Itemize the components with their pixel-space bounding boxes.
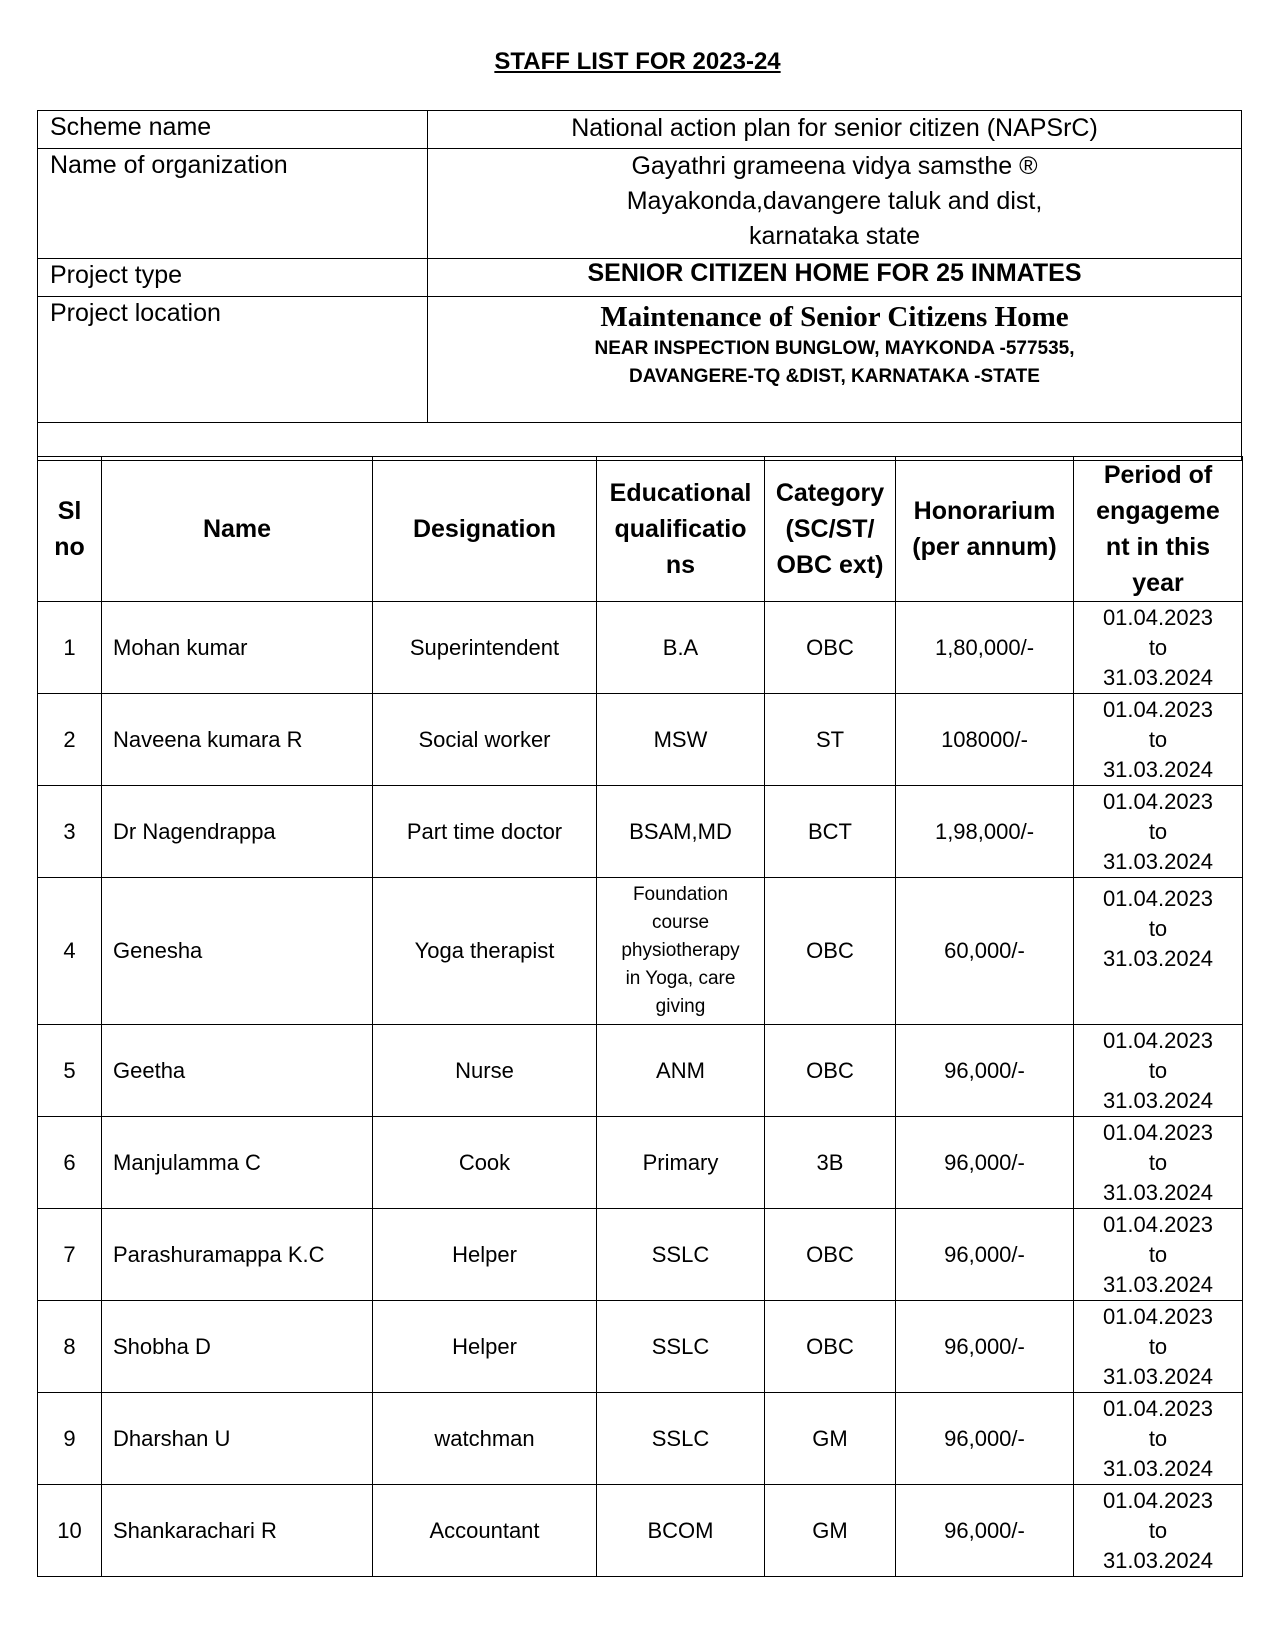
cell-designation: Social worker xyxy=(373,694,597,786)
cell-slno: 5 xyxy=(38,1025,102,1117)
cell-period xyxy=(1074,1393,1243,1485)
period-end: 31.03.2024 xyxy=(1102,848,1214,874)
period-to: to xyxy=(1148,634,1168,660)
table-row xyxy=(38,878,1243,1025)
cell-name: Geetha xyxy=(102,1025,373,1117)
cell-qualification xyxy=(597,878,765,1025)
project-location-label: Project location xyxy=(38,297,428,423)
project-type-row xyxy=(38,259,1242,297)
header-line: (SC/ST/ xyxy=(785,515,875,543)
period-end: 31.03.2024 xyxy=(1102,1547,1214,1573)
header-designation: Designation xyxy=(373,457,597,602)
cell-period xyxy=(1074,602,1243,694)
period-start: 01.04.2023 xyxy=(1102,788,1214,814)
cell-designation: Helper xyxy=(373,1209,597,1301)
cell-designation: Accountant xyxy=(373,1485,597,1577)
document-title-text: STAFF LIST FOR 2023-24 xyxy=(494,48,781,75)
cell-honorarium: 96,000/- xyxy=(896,1301,1074,1393)
cell-period xyxy=(1074,1301,1243,1393)
qualification-line: in Yoga, care xyxy=(625,968,736,989)
cell-slno: 10 xyxy=(38,1485,102,1577)
table-row xyxy=(38,1025,1243,1117)
cell-honorarium: 108000/- xyxy=(896,694,1074,786)
cell-honorarium: 60,000/- xyxy=(896,878,1074,1025)
header-line: OBC ext) xyxy=(776,551,884,579)
cell-period xyxy=(1074,1485,1243,1577)
cell-qualification: SSLC xyxy=(597,1301,765,1393)
qualification-line: course xyxy=(651,912,710,933)
cell-honorarium: 1,80,000/- xyxy=(896,602,1074,694)
period-to: to xyxy=(1148,1425,1168,1451)
project-type-value: SENIOR CITIZEN HOME FOR 25 INMATES xyxy=(428,259,1242,297)
cell-qualification: MSW xyxy=(597,694,765,786)
cell-name: Manjulamma C xyxy=(102,1117,373,1209)
table-row xyxy=(38,1301,1243,1393)
cell-designation: Nurse xyxy=(373,1025,597,1117)
header-line: (per annum) xyxy=(912,533,1057,561)
period-start: 01.04.2023 xyxy=(1102,696,1214,722)
header-honorarium xyxy=(896,457,1074,602)
cell-honorarium: 96,000/- xyxy=(896,1117,1074,1209)
cell-category: 3B xyxy=(765,1117,896,1209)
table-row xyxy=(38,786,1243,878)
table-row xyxy=(38,694,1243,786)
location-heading: Maintenance of Senior Citizens Home xyxy=(600,301,1069,333)
period-end: 31.03.2024 xyxy=(1102,1087,1214,1113)
period-end: 31.03.2024 xyxy=(1102,1363,1214,1389)
cell-name: Mohan kumar xyxy=(102,602,373,694)
cell-period xyxy=(1074,878,1243,1025)
qualification-line: giving xyxy=(655,996,706,1017)
header-line: no xyxy=(54,533,85,561)
cell-category: GM xyxy=(765,1393,896,1485)
cell-honorarium: 96,000/- xyxy=(896,1485,1074,1577)
cell-designation: Part time doctor xyxy=(373,786,597,878)
cell-name: Genesha xyxy=(102,878,373,1025)
period-start: 01.04.2023 xyxy=(1102,1027,1214,1053)
cell-designation: Helper xyxy=(373,1301,597,1393)
period-to: to xyxy=(1148,1057,1168,1083)
period-end: 31.03.2024 xyxy=(1102,1455,1214,1481)
period-start: 01.04.2023 xyxy=(1102,1395,1214,1421)
scheme-label: Scheme name xyxy=(38,111,428,149)
period-end: 31.03.2024 xyxy=(1102,1271,1214,1297)
period-start: 01.04.2023 xyxy=(1102,1487,1214,1513)
table-row xyxy=(38,1209,1243,1301)
staff-table-body xyxy=(38,602,1243,1577)
period-to: to xyxy=(1148,916,1168,941)
period-end: 31.03.2024 xyxy=(1102,1179,1214,1205)
period-to: to xyxy=(1148,726,1168,752)
staff-table xyxy=(37,456,1243,1577)
cell-honorarium: 1,98,000/- xyxy=(896,786,1074,878)
header-line: qualificatio xyxy=(614,515,747,543)
header-line: engageme xyxy=(1096,497,1220,525)
cell-designation: watchman xyxy=(373,1393,597,1485)
cell-qualification: BSAM,MD xyxy=(597,786,765,878)
cell-period xyxy=(1074,1209,1243,1301)
cell-slno: 1 xyxy=(38,602,102,694)
cell-name: Naveena kumara R xyxy=(102,694,373,786)
cell-qualification: B.A xyxy=(597,602,765,694)
cell-slno: 9 xyxy=(38,1393,102,1485)
cell-designation: Yoga therapist xyxy=(373,878,597,1025)
qualification-line: Foundation xyxy=(632,884,729,905)
header-line: Period of xyxy=(1103,461,1213,489)
cell-category: OBC xyxy=(765,1301,896,1393)
cell-designation: Cook xyxy=(373,1117,597,1209)
cell-category: ST xyxy=(765,694,896,786)
table-row xyxy=(38,602,1243,694)
project-location-value xyxy=(428,297,1242,423)
organization-value xyxy=(428,149,1242,259)
period-to: to xyxy=(1148,1241,1168,1267)
staff-table-header-row xyxy=(38,457,1243,602)
scheme-row xyxy=(38,111,1242,149)
blank-row xyxy=(38,423,1242,461)
qualification-line: physiotherapy xyxy=(621,940,740,961)
cell-slno: 2 xyxy=(38,694,102,786)
period-start: 01.04.2023 xyxy=(1102,1119,1214,1145)
project-info-table xyxy=(37,110,1242,461)
header-name: Name xyxy=(102,457,373,602)
organization-label: Name of organization xyxy=(38,149,428,259)
period-start: 01.04.2023 xyxy=(1102,1303,1214,1329)
cell-slno: 7 xyxy=(38,1209,102,1301)
cell-category: OBC xyxy=(765,602,896,694)
cell-honorarium: 96,000/- xyxy=(896,1025,1074,1117)
cell-category: OBC xyxy=(765,1209,896,1301)
document-title xyxy=(0,48,1275,76)
period-to: to xyxy=(1148,1333,1168,1359)
cell-qualification: SSLC xyxy=(597,1209,765,1301)
period-start: 01.04.2023 xyxy=(1102,604,1214,630)
header-period xyxy=(1074,457,1243,602)
header-line: Sl xyxy=(57,497,82,525)
project-location-row xyxy=(38,297,1242,423)
cell-period xyxy=(1074,1117,1243,1209)
header-category xyxy=(765,457,896,602)
location-address-line: DAVANGERE-TQ &DIST, KARNATAKA -STATE xyxy=(629,366,1040,387)
table-row xyxy=(38,1485,1243,1577)
cell-honorarium: 96,000/- xyxy=(896,1209,1074,1301)
cell-honorarium: 96,000/- xyxy=(896,1393,1074,1485)
cell-designation: Superintendent xyxy=(373,602,597,694)
table-row xyxy=(38,1393,1243,1485)
cell-name: Dr Nagendrappa xyxy=(102,786,373,878)
period-end: 31.03.2024 xyxy=(1102,946,1214,971)
cell-slno: 4 xyxy=(38,878,102,1025)
header-line: nt in this xyxy=(1105,533,1211,561)
cell-name: Dharshan U xyxy=(102,1393,373,1485)
period-to: to xyxy=(1148,1149,1168,1175)
blank-cell xyxy=(38,423,1242,461)
cell-period xyxy=(1074,1025,1243,1117)
organization-line: karnataka state xyxy=(749,222,920,250)
project-type-label: Project type xyxy=(38,259,428,297)
organization-row xyxy=(38,149,1242,259)
organization-line: Gayathri grameena vidya samsthe ® xyxy=(631,152,1038,180)
location-address-line: NEAR INSPECTION BUNGLOW, MAYKONDA -577535, xyxy=(594,338,1075,359)
header-slno xyxy=(38,457,102,602)
cell-qualification: ANM xyxy=(597,1025,765,1117)
cell-qualification: BCOM xyxy=(597,1485,765,1577)
organization-line: Mayakonda,davangere taluk and dist, xyxy=(626,187,1043,215)
cell-category: GM xyxy=(765,1485,896,1577)
header-qualification xyxy=(597,457,765,602)
cell-period xyxy=(1074,786,1243,878)
cell-slno: 8 xyxy=(38,1301,102,1393)
header-line: Category xyxy=(775,479,885,507)
period-start: 01.04.2023 xyxy=(1102,886,1214,911)
header-line: Honorarium xyxy=(913,497,1056,525)
table-row xyxy=(38,1117,1243,1209)
cell-category: OBC xyxy=(765,878,896,1025)
period-start: 01.04.2023 xyxy=(1102,1211,1214,1237)
period-to: to xyxy=(1148,818,1168,844)
period-end: 31.03.2024 xyxy=(1102,756,1214,782)
cell-slno: 6 xyxy=(38,1117,102,1209)
cell-slno: 3 xyxy=(38,786,102,878)
header-line: Educational xyxy=(609,479,752,507)
cell-name: Parashuramappa K.C xyxy=(102,1209,373,1301)
cell-name: Shobha D xyxy=(102,1301,373,1393)
cell-name: Shankarachari R xyxy=(102,1485,373,1577)
cell-qualification: Primary xyxy=(597,1117,765,1209)
cell-qualification: SSLC xyxy=(597,1393,765,1485)
cell-category: OBC xyxy=(765,1025,896,1117)
period-to: to xyxy=(1148,1517,1168,1543)
scheme-value: National action plan for senior citizen (NAPSrC) xyxy=(428,111,1242,149)
period-end: 31.03.2024 xyxy=(1102,664,1214,690)
header-line: year xyxy=(1132,569,1184,597)
cell-period xyxy=(1074,694,1243,786)
header-line: ns xyxy=(665,551,696,579)
cell-category: BCT xyxy=(765,786,896,878)
